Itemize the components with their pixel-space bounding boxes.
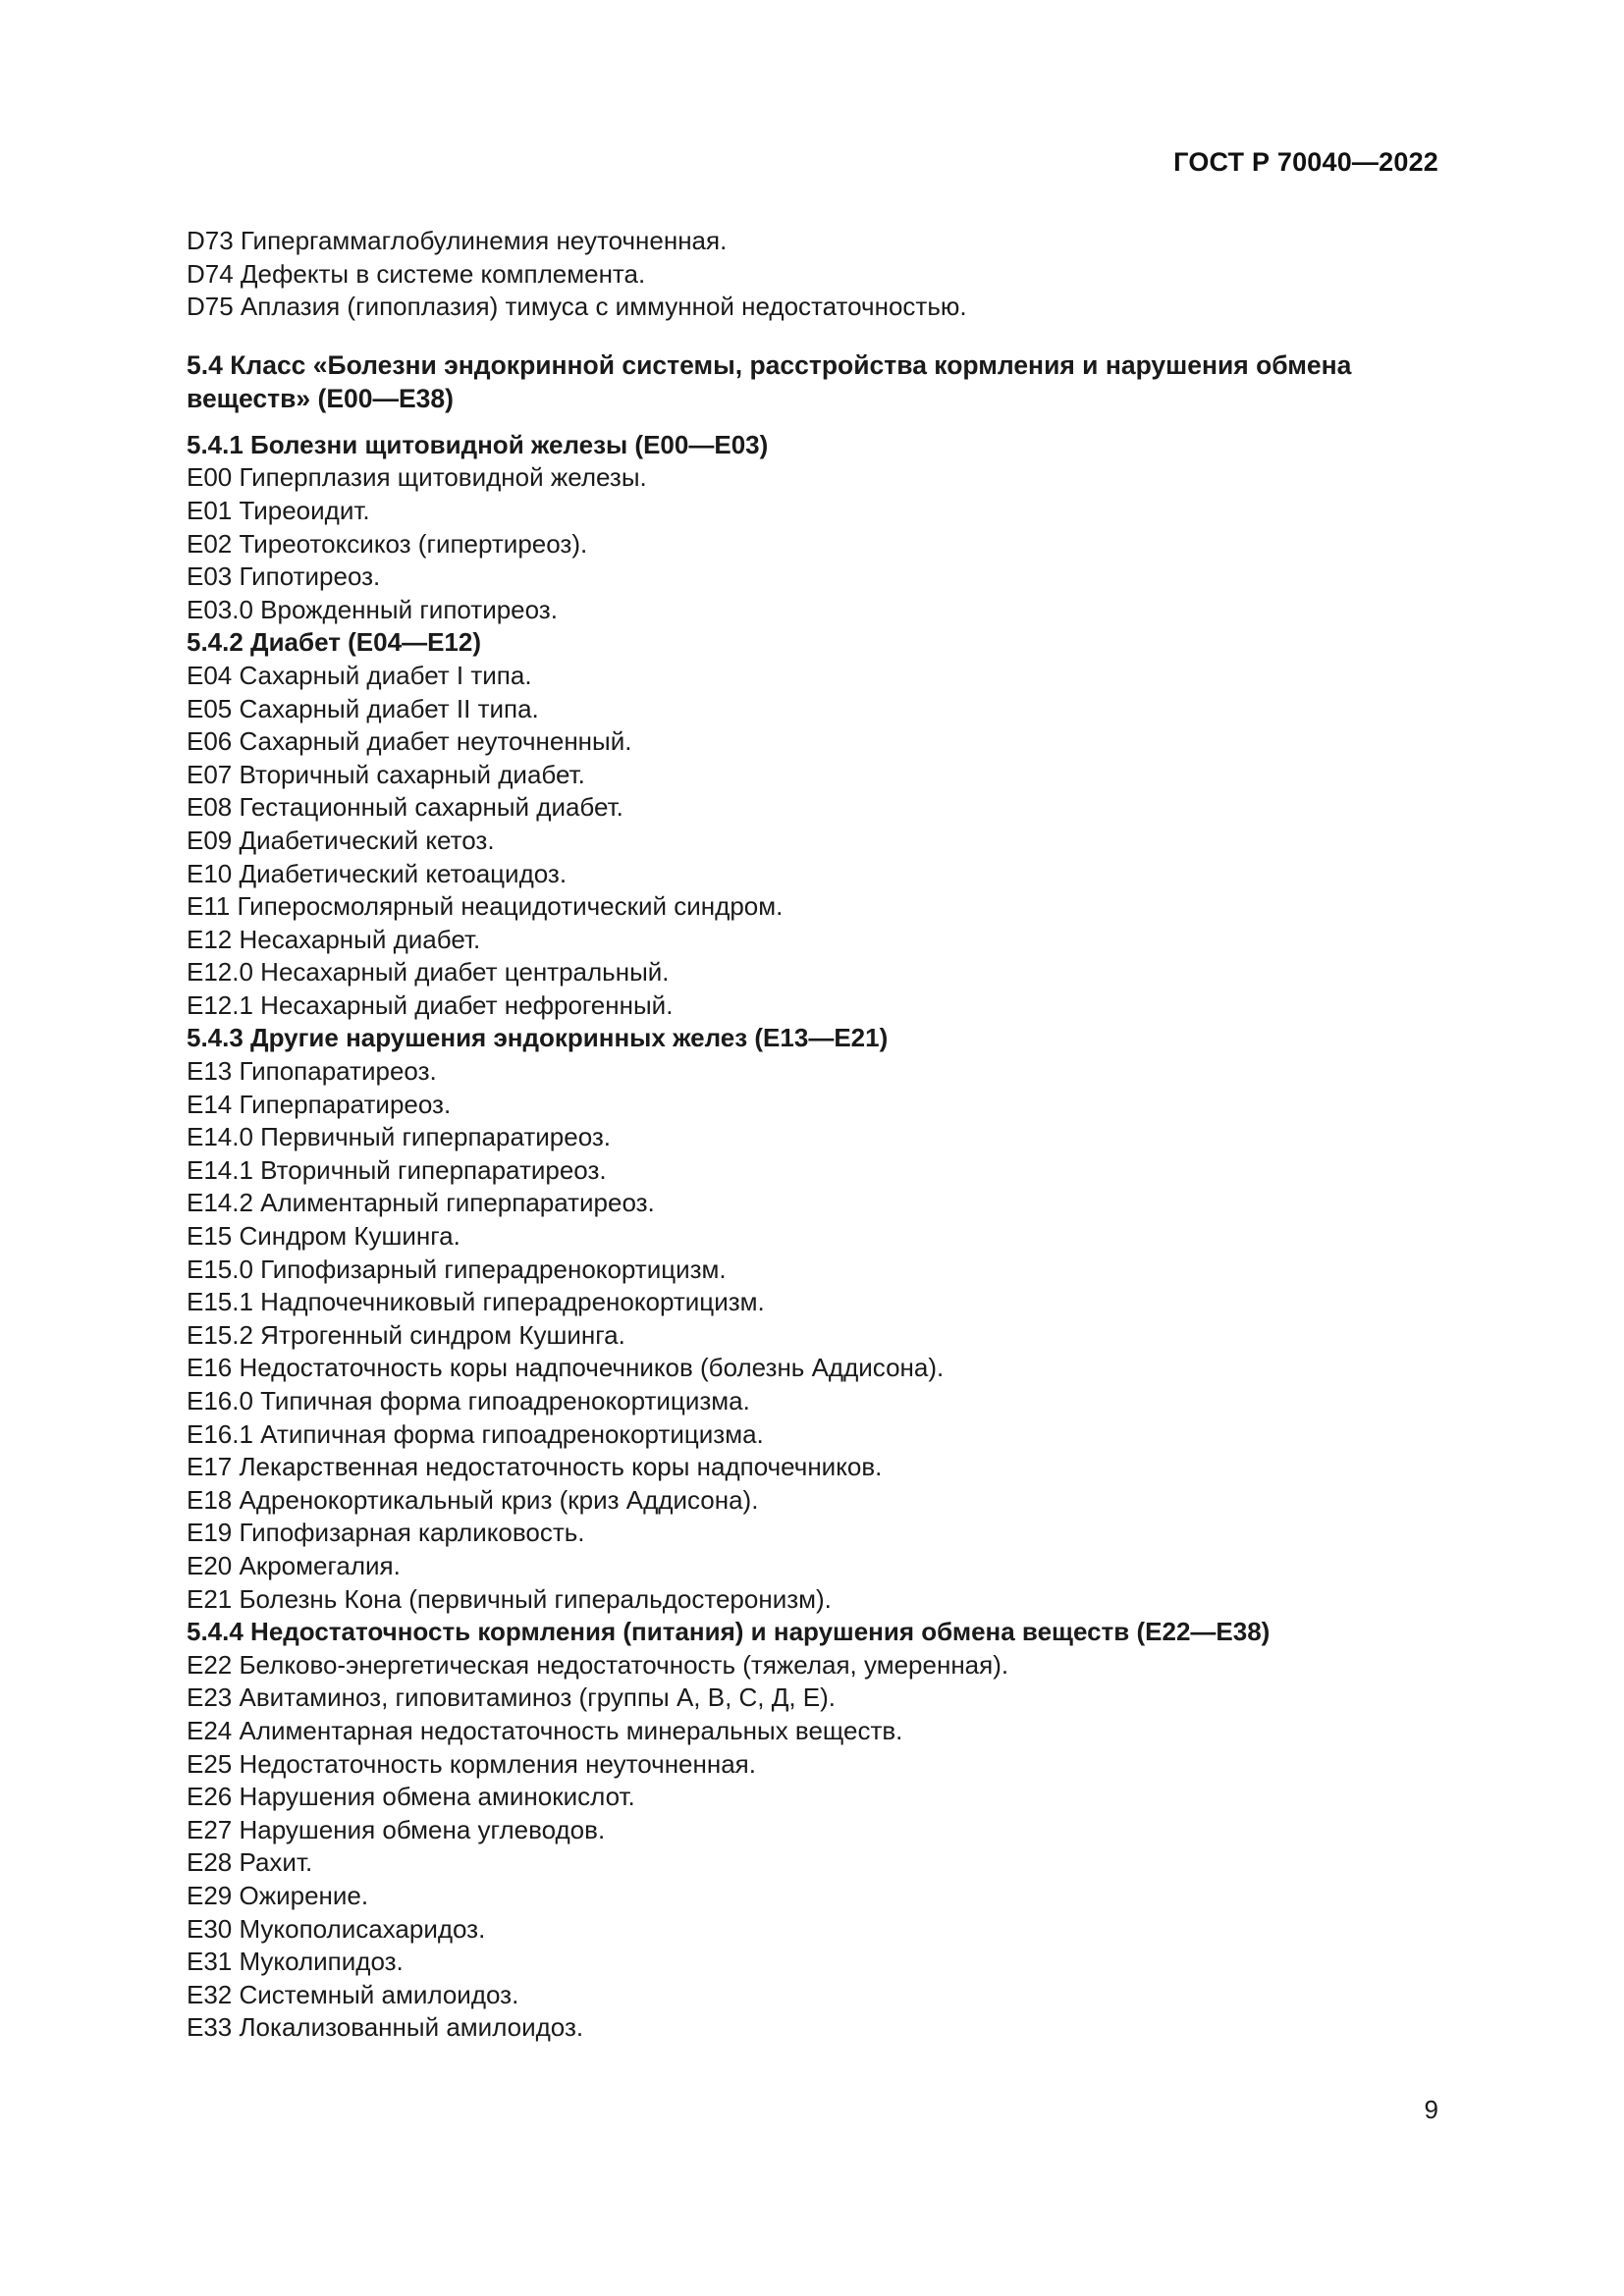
list-item: D75 Аплазия (гипоплазия) тимуса с иммунной недостаточностью. (187, 292, 967, 322)
list-item: E29 Ожирение. (187, 1880, 369, 1910)
section-heading: 5.4.1 Болезни щитовидной железы (E00—E03) (187, 429, 769, 459)
list-item: E13 Гипопаратиреоз. (187, 1056, 437, 1087)
list-item: E20 Акромегалия. (187, 1550, 401, 1580)
list-item: D74 Дефекты в системе комплемента. (187, 258, 646, 289)
list-item: D73 Гипергаммаглобулинемия неуточненная. (187, 226, 728, 255)
list-item: E03.0 Врожденный гипотиреоз. (187, 594, 558, 624)
list-item: E17 Лекарственная недостаточность коры надпочечников. (187, 1452, 883, 1482)
list-item: E21 Болезнь Кона (первичный гиперальдостеронизм). (187, 1583, 832, 1614)
list-item: E33 Локализованный амилоидоз. (187, 2012, 584, 2043)
list-item: E04 Сахарный диабет I типа. (187, 660, 532, 690)
list-item: E27 Нарушения обмена углеводов. (187, 1814, 606, 1844)
list-item: E31 Муколипидоз. (187, 1947, 404, 1977)
list-item: E10 Диабетический кетоацидоз. (187, 858, 568, 888)
list-item: E15.1 Надпочечниковый гиперадренокортицизм. (187, 1287, 765, 1317)
list-item: E25 Недостаточность кормления неуточненная. (187, 1748, 756, 1779)
list-item: E26 Нарушения обмена аминокислот. (187, 1782, 635, 1812)
page-number: 9 (1424, 2095, 1438, 2124)
list-item: E05 Сахарный диабет II типа. (187, 693, 539, 723)
list-item: E22 Белково-энергетическая недостаточность (тяжелая, умеренная). (187, 1649, 1009, 1680)
section-heading: 5.4.3 Другие нарушения эндокринных желез (E13—E21) (187, 1023, 889, 1053)
document-standard-code: ГОСТ Р 70040—2022 (1173, 147, 1438, 177)
list-item: E14.2 Алиментарный гиперпаратиреоз. (187, 1188, 655, 1218)
list-item: E14.1 Вторичный гиперпаратиреоз. (187, 1154, 607, 1185)
list-item: E12.0 Несахарный диабет центральный. (187, 957, 670, 988)
section-heading: 5.4.4 Недостаточность кормления (питания) и нарушения обмена веществ (E22—E38) (187, 1617, 1271, 1647)
list-item: E12 Несахарный диабет. (187, 924, 481, 954)
section-heading: 5.4.2 Диабет (E04—E12) (187, 627, 481, 658)
list-item: E19 Гипофизарная карликовость. (187, 1518, 585, 1548)
list-item: E11 Гиперосмолярный неацидотический синдром. (187, 891, 784, 922)
list-item: E14.0 Первичный гиперпаратиреоз. (187, 1122, 612, 1152)
list-item: E15 Синдром Кушинга. (187, 1221, 460, 1252)
list-item: E02 Тиреотоксикоз (гипертиреоз). (187, 528, 588, 559)
list-item: E16 Недостаточность коры надпочечников (болезнь Аддисона). (187, 1353, 945, 1383)
list-item: E28 Рахит. (187, 1847, 313, 1878)
list-item: E24 Алиментарная недостаточность минеральных веществ. (187, 1715, 903, 1745)
list-item: E03 Гипотиреоз. (187, 561, 381, 592)
list-item: E07 Вторичный сахарный диабет. (187, 759, 585, 789)
list-item: E18 Адренокортикальный криз (криз Аддисона). (187, 1484, 759, 1515)
list-item: E30 Мукополисахаридоз. (187, 1913, 486, 1944)
document-body (187, 225, 1439, 2045)
list-item: E08 Гестационный сахарный диабет. (187, 792, 623, 823)
list-item: E23 Авитаминоз, гиповитаминоз (группы А, В, С, Д, Е). (187, 1682, 837, 1713)
list-item: E14 Гиперпаратиреоз. (187, 1089, 452, 1119)
list-item: E16.0 Типичная форма гипоадренокортицизма. (187, 1386, 750, 1415)
list-item: E01 Тиреоидит. (187, 495, 370, 525)
list-item: E16.1 Атипичная форма гипоадренокортицизма. (187, 1418, 764, 1449)
list-item: E00 Гиперплазия щитовидной железы. (187, 462, 647, 493)
list-item: E15.0 Гипофизарный гиперадренокортицизм. (187, 1254, 727, 1284)
list-item: E12.1 Несахарный диабет нефрогенный. (187, 989, 674, 1020)
list-item: E32 Системный амилоидоз. (187, 1979, 519, 2009)
list-item: E09 Диабетический кетоз. (187, 825, 495, 855)
class-heading: 5.4 Класс «Болезни эндокринной системы, расстройства кормления и нарушения обмена веществ» (E00—E38) (187, 349, 1352, 413)
list-item: E15.2 Ятрогенный синдром Кушинга. (187, 1319, 625, 1350)
list-item: E06 Сахарный диабет неуточненный. (187, 726, 632, 757)
